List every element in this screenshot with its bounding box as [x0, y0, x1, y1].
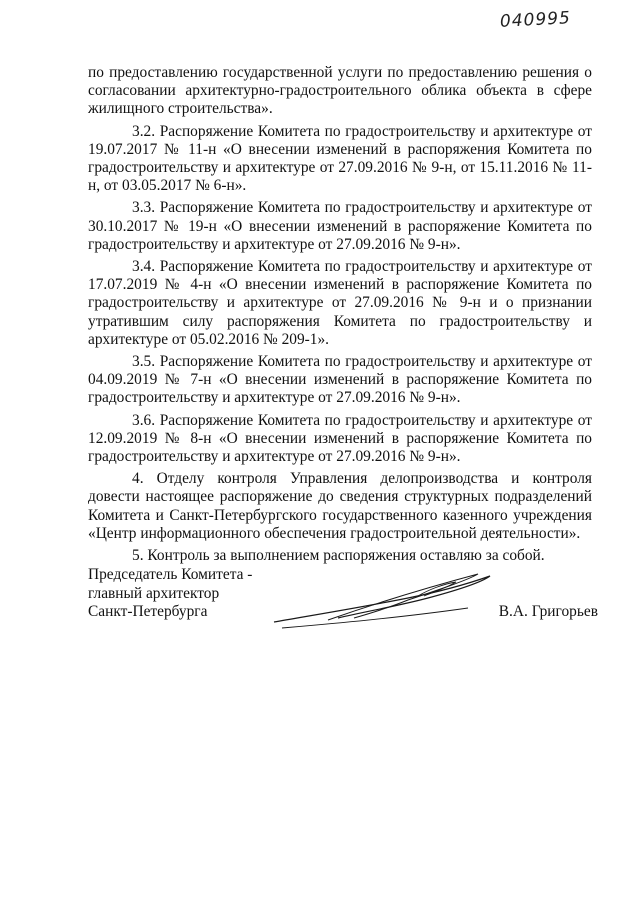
paragraph-4: 4. Отделу контроля Управления делопроизводства и контроля довести настоящее распоряжение до сведения структурных подразделений Комитета и Санкт-Петербургского государственного казенного учреждения «Центр информационного обеспечения градостроительной деятельности».	[88, 470, 592, 542]
paragraph-3-4: 3.4. Распоряжение Комитета по градостроительству и архитектуре от 17.07.2019 № 4-н «О внесении изменений в распоряжение Комитета по градостроительству и архитектуре от 27.09.2016 № 9-н и о признании утратившим силу распоряжения Комитета по градостроительству и архитектуре от 05.02.2016 № 209-1».	[88, 258, 592, 348]
paragraph-3-5: 3.5. Распоряжение Комитета по градостроительству и архитектуре от 04.09.2019 № 7-н «О внесении изменений в распоряжение Комитета по градостроительству и архитектуре от 27.09.2016 № 9-н».	[88, 353, 592, 407]
signatory-title-line: Председатель Комитета -	[88, 566, 253, 583]
paragraph-3-6: 3.6. Распоряжение Комитета по градостроительству и архитектуре от 12.09.2019 № 8-н «О внесении изменений в распоряжение Комитета по градостроительству и архитектуре от 27.09.2016 № 9-н».	[88, 411, 592, 466]
handwritten-doc-number: 040995	[499, 8, 572, 32]
paragraph-continuation: по предоставлению государственной услуги по предоставлению решения о согласовании архитектурно-градостроительного облика объекта в сфере жилищного строительства».	[88, 64, 592, 118]
signatory-title-line: главный архитектор	[88, 584, 220, 602]
paragraph-3-2: 3.2. Распоряжение Комитета по градостроительству и архитектуре от 19.07.2017 № 11-н «О внесении изменений в распоряжения Комитета по градостроительству и архитектуре от 27.09.2016 № 9-н, от 15.11.2016 № 11-н, от 03.05.2017 № 6-н».	[88, 122, 592, 195]
handwritten-signature-icon	[268, 568, 498, 638]
paragraph-3-3: 3.3. Распоряжение Комитета по градостроительству и архитектуре от 30.10.2017 № 19-н «О внесении изменений в распоряжение Комитета по градостроительству и архитектуре от 27.09.2016 № 9-н».	[88, 199, 592, 253]
signature-block	[88, 566, 598, 636]
signatory-name: В.А. Григорьев	[498, 603, 598, 620]
signatory-title-line: Санкт-Петербурга	[88, 603, 208, 620]
paragraph-5: 5. Контроль за выполнением распоряжения оставляю за собой.	[132, 547, 545, 565]
document-body	[88, 64, 592, 569]
